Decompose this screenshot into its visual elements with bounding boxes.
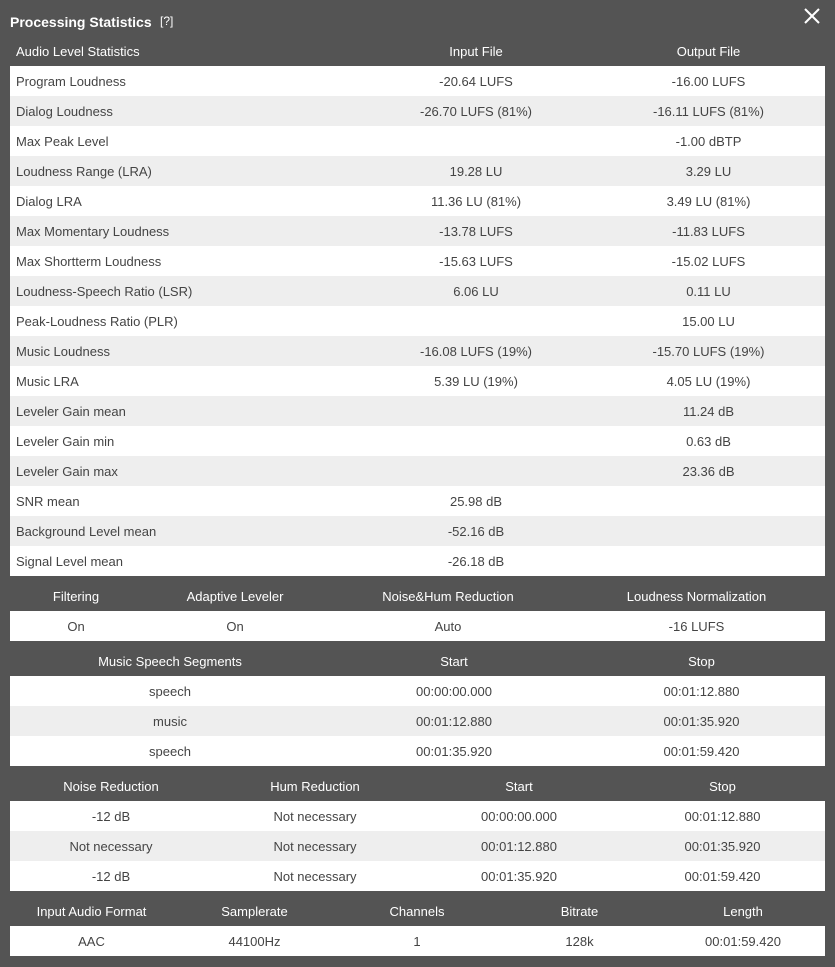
column-header: Noise&Hum Reduction [328,581,568,611]
table-header-row [10,896,825,926]
table-header-row [10,771,825,801]
table-row [10,276,825,306]
column-header: Samplerate [173,896,336,926]
table-cell: 00:01:12.880 [418,831,620,861]
table-header-row [10,646,825,676]
table-row [10,516,825,546]
table-row [10,801,825,831]
table-cell: 44100Hz [173,926,336,956]
column-header: Music Speech Segments [10,646,330,676]
table-cell: -16.00 LUFS [592,66,825,96]
table-cell: 00:01:12.880 [620,801,825,831]
column-header: Loudness Normalization [568,581,825,611]
table-cell: Not necessary [212,801,418,831]
table-cell: 00:01:12.880 [578,676,825,706]
table-cell: speech [10,736,330,766]
table-cell: Leveler Gain min [10,426,360,456]
table-cell: On [142,611,328,641]
table-row [10,861,825,891]
table-cell: 5.39 LU (19%) [360,366,592,396]
table-row [10,396,825,426]
table-cell: 00:01:35.920 [578,706,825,736]
column-header: Stop [620,771,825,801]
table-cell: 0.11 LU [592,276,825,306]
table-cell: Not necessary [10,831,212,861]
table-row [10,831,825,861]
table-cell: On [10,611,142,641]
table-row [10,216,825,246]
table-cell: Max Shortterm Loudness [10,246,360,276]
table-cell: 00:01:59.420 [620,861,825,891]
table-cell: -15.02 LUFS [592,246,825,276]
table-cell: -15.70 LUFS (19%) [592,336,825,366]
table-cell [360,396,592,426]
table-row [10,426,825,456]
table-cell: -1.00 dBTP [592,126,825,156]
column-header: Adaptive Leveler [142,581,328,611]
table-cell: AAC [10,926,173,956]
table-cell: -26.70 LUFS (81%) [360,96,592,126]
column-header: Bitrate [498,896,661,926]
table-cell: Max Peak Level [10,126,360,156]
table-cell: 00:01:35.920 [418,861,620,891]
table-cell: 0.63 dB [592,426,825,456]
table-cell: speech [10,676,330,706]
table-cell: -16.08 LUFS (19%) [360,336,592,366]
table-row [10,456,825,486]
table-header-row [10,581,825,611]
table-cell: 23.36 dB [592,456,825,486]
music-speech-segments-table [10,646,825,766]
table-row [10,736,825,766]
column-header: Input File [360,36,592,66]
table-cell [360,456,592,486]
table-cell: 00:00:00.000 [418,801,620,831]
table-cell: Background Level mean [10,516,360,546]
table-cell: 00:01:59.420 [578,736,825,766]
table-cell: 15.00 LU [592,306,825,336]
table-cell: SNR mean [10,486,360,516]
table-row [10,366,825,396]
table-row [10,306,825,336]
table-cell: 25.98 dB [360,486,592,516]
noise-reduction-table [10,771,825,891]
table-cell: 3.29 LU [592,156,825,186]
table-cell: 11.24 dB [592,396,825,426]
table-cell: Peak-Loudness Ratio (PLR) [10,306,360,336]
audio-stats-table [10,36,825,576]
table-row [10,96,825,126]
table-row [10,246,825,276]
column-header: Audio Level Statistics [10,36,360,66]
table-cell: 00:00:00.000 [330,676,578,706]
table-cell: Max Momentary Loudness [10,216,360,246]
table-cell: 00:01:35.920 [330,736,578,766]
table-cell: Program Loudness [10,66,360,96]
table-cell: -16.11 LUFS (81%) [592,96,825,126]
table-cell [592,516,825,546]
column-header: Channels [336,896,498,926]
table-cell: Not necessary [212,831,418,861]
table-row [10,611,825,641]
column-header: Start [330,646,578,676]
table-cell: Music LRA [10,366,360,396]
table-cell: -26.18 dB [360,546,592,576]
table-row [10,126,825,156]
table-cell [360,426,592,456]
column-header: Input Audio Format [10,896,173,926]
help-link[interactable]: [?] [160,14,174,28]
table-cell: 1 [336,926,498,956]
close-icon[interactable] [801,5,823,27]
table-row [10,676,825,706]
column-header: Stop [578,646,825,676]
table-cell: Loudness-Speech Ratio (LSR) [10,276,360,306]
table-cell: -15.63 LUFS [360,246,592,276]
table-row [10,546,825,576]
table-row [10,66,825,96]
table-cell: 11.36 LU (81%) [360,186,592,216]
table-cell: 00:01:59.420 [661,926,825,956]
table-cell: -16 LUFS [568,611,825,641]
table-header-row [10,36,825,66]
table-row [10,486,825,516]
table-cell: Dialog LRA [10,186,360,216]
dialog-title: Processing Statistics [10,14,152,30]
column-header: Filtering [10,581,142,611]
table-cell: Auto [328,611,568,641]
table-cell: 4.05 LU (19%) [592,366,825,396]
table-row [10,156,825,186]
table-row [10,336,825,366]
table-row [10,186,825,216]
table-cell [592,486,825,516]
table-row [10,926,825,956]
table-cell: -13.78 LUFS [360,216,592,246]
table-cell: Music Loudness [10,336,360,366]
table-cell: Loudness Range (LRA) [10,156,360,186]
table-cell: 19.28 LU [360,156,592,186]
table-cell: -20.64 LUFS [360,66,592,96]
dialog-header [0,0,835,40]
table-cell: -12 dB [10,861,212,891]
table-cell: 128k [498,926,661,956]
column-header: Hum Reduction [212,771,418,801]
table-cell: -11.83 LUFS [592,216,825,246]
table-cell: 00:01:35.920 [620,831,825,861]
table-cell: Not necessary [212,861,418,891]
table-cell: -12 dB [10,801,212,831]
table-cell: Leveler Gain mean [10,396,360,426]
table-cell: Dialog Loudness [10,96,360,126]
processing-settings-table [10,581,825,641]
table-cell: -52.16 dB [360,516,592,546]
table-cell [360,306,592,336]
table-cell: music [10,706,330,736]
column-header: Noise Reduction [10,771,212,801]
table-cell: Signal Level mean [10,546,360,576]
table-cell: Leveler Gain max [10,456,360,486]
table-cell: 3.49 LU (81%) [592,186,825,216]
table-cell [592,546,825,576]
table-row [10,706,825,736]
column-header: Length [661,896,825,926]
table-cell [360,126,592,156]
table-cell: 6.06 LU [360,276,592,306]
table-cell: 00:01:12.880 [330,706,578,736]
column-header: Start [418,771,620,801]
column-header: Output File [592,36,825,66]
input-audio-format-table [10,896,825,956]
